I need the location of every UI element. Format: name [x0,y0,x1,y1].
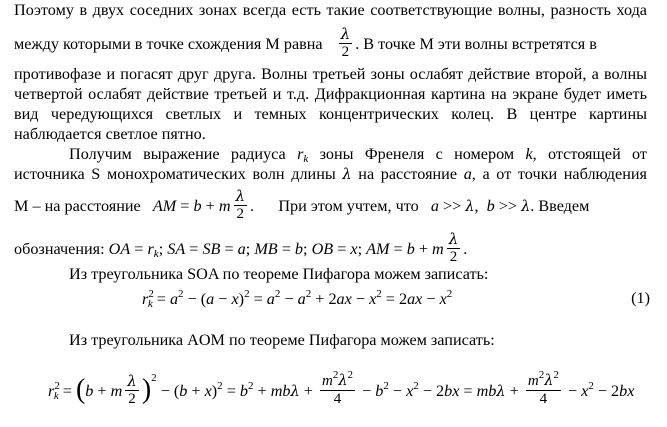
paragraph-line-6 [14,124,206,144]
text: четвертой ослабят действие третьей и т.д. Дифракционная картина на экране будет иметь [14,85,647,103]
paragraph-line-4 [14,84,647,104]
equation-2: $r^2_k = (b + m$ $\frac{\lambda}{2}$ )$^2 - (b + x)^2 = b^2 + mb\lambda$ + $\frac{m^2\lambda^2}{4}$ − $b^2 - x^2 - 2bx = mb\lambda$ + $\frac{m^2\lambda^2}{4}$ − $x^2 - 2bx$ [48,368,635,407]
heading-triangle-aom: Из треугольника AOM по теореме Пифагора можем записать: [69,331,495,349]
paragraph-line-10: обозначения: OA = $r_k$; SA = SB = a; MB = b; OB = x; AM = b + m $\frac{\lambda}{2}$ . [14,230,468,265]
lambda-over-2-fraction: $\frac{\lambda}{2}$ [235,187,246,222]
paragraph-line-1 [14,0,647,20]
paragraph-line-2 [14,25,597,63]
paragraph-line-5 [14,104,647,124]
equation-1: $r^2_k = a^2 - (a - x)^2 = a^2 - a^2 + 2ax - x^2 = 2ax - x^2$ [142,288,453,310]
heading-triangle-soa: Из треугольника SOA по теореме Пифагора можем записать: [69,265,489,283]
paragraph-line-8: источника S монохроматических волн длины λ на расстояние a, а от точки наблюдения [14,165,647,183]
paragraph-line-9: М – на расстояние AM = b + m $\frac{\lambda}{2}$ . При этом учтем, что a >> λ, b >> λ. Введем [14,187,590,222]
lambda-over-2-fraction: $\frac{\lambda}{2}$ [340,25,351,60]
paragraph-line-3 [14,64,647,84]
text: . В точке М эти волны встретятся в [355,35,597,54]
text: вид чередующихся светлых и темных концентрических колец. В центре картины [14,105,647,123]
text: наблюдается светлое пятно. [14,125,206,143]
text: Поэтому в двух соседних зонах всегда есть такие соответствующие волны, разность хода [14,1,647,19]
equation-number: (1) [631,289,650,307]
text: между которыми в точке схождения М равна [14,35,323,54]
text: противофазе и погасят друг друга. Волны третьей зоны ослабят действие второй, а волны [14,65,647,83]
lambda-over-2-fraction: $\frac{\lambda}{2}$ [448,230,459,265]
paragraph-line-7: Получим выражение радиуса $r_k$ зоны Френеля с номером k, отстоящей от [69,145,648,165]
